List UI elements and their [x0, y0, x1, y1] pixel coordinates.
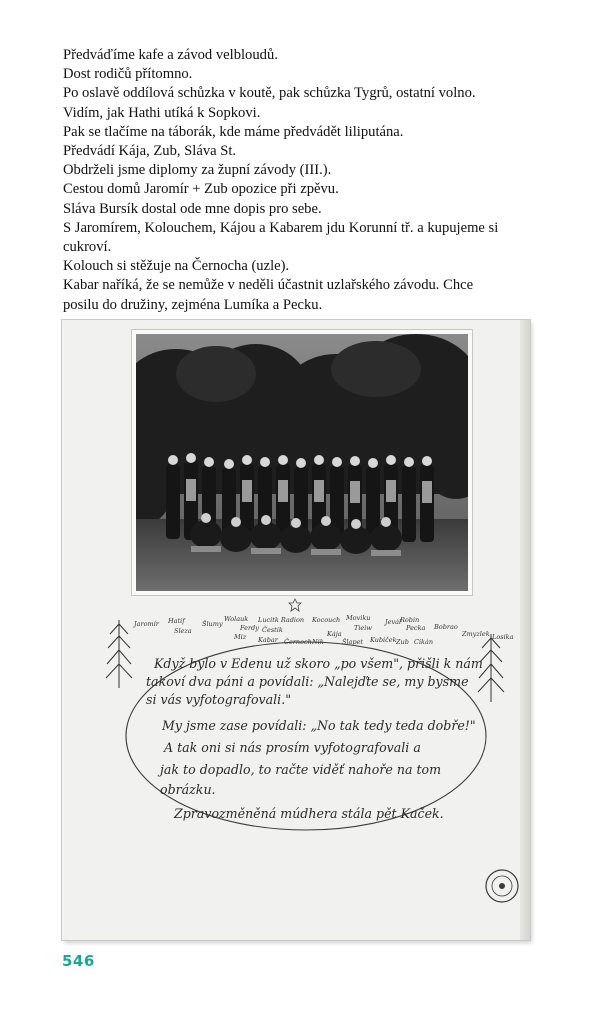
caption-name: Wolauk [224, 615, 249, 623]
diary-text [63, 46, 563, 315]
text-line: Dost rodičů přítomno. [63, 66, 193, 83]
caption-name: Kocouch [312, 616, 341, 624]
text-line: Kabar naříká, že se nemůže v neděli účastnit uzlařského závodu. Chce [63, 277, 474, 294]
caption-name: Moviku [346, 614, 371, 622]
caption-name: Pecka [406, 624, 426, 632]
text-line: Sláva Bursík dostal ode mne dopis pro sebe. [63, 200, 322, 217]
handwritten-line: takoví dva páni a povídali: „Nalejďte se, my bysme [146, 674, 469, 689]
caption-name: Kája [327, 630, 342, 638]
caption-name: Losika [492, 633, 514, 641]
scout-emblem-icon [288, 598, 302, 612]
caption-name: Šlapet [342, 638, 364, 646]
text-line: Vidím, jak Hathi utíká k Sopkovi. [63, 104, 261, 121]
caption-name: Zmyzlek [462, 630, 490, 638]
group-photo-image [136, 334, 468, 591]
caption-name: Nik [312, 638, 324, 646]
caption-name: Bobrao [434, 623, 458, 631]
photo-mount [132, 330, 472, 595]
text-line: S Jaromírem, Kolouchem, Kájou a Kabarem jdu Korunní tř. a kupujeme si [63, 219, 499, 236]
handwritten-line: A tak oni si nás prosím vyfotografovali a [164, 740, 421, 755]
text-line: Kolouch si stěžuje na Černocha (uzle). [63, 258, 290, 275]
text-line: posilu do družiny, zejména Lumíka a Pecku. [63, 296, 323, 313]
caption-name: Ferdy [240, 624, 259, 632]
caption-name: Čestik [262, 626, 283, 634]
caption-name: Cikán [414, 638, 434, 646]
caption-name: Miz [234, 633, 247, 641]
caption-name: Tieiw [354, 624, 372, 632]
caption-name: Jaromír [134, 620, 159, 628]
album-page-scan [62, 320, 530, 940]
handwritten-line: My jsme zase povídali: „No tak tedy teda dobře!" [162, 718, 476, 733]
text-line: cukroví. [63, 239, 112, 256]
text-line: Předvádí Kája, Zub, Sláva St. [63, 143, 237, 160]
text-line: Cestou domů Jaromír + Zub opozice při zpěvu. [63, 181, 339, 198]
caption-name: Hatif [168, 617, 185, 625]
handwritten-line: jak to dopadlo, to račte viděť nahoře na tom [160, 762, 442, 777]
handwritten-line: si vás vyfotografovali." [146, 692, 292, 707]
text-line: Po oslavě oddílová schůzka v koutě, pak schůzka Tygrů, ostatní volno. [63, 85, 476, 102]
caption-name: Sleza [174, 627, 192, 635]
page-number: 546 [62, 952, 95, 970]
caption-name: Šlumy [202, 620, 223, 628]
caption-name: Zub [396, 638, 409, 646]
caption-name: Lucitk Radion [258, 616, 305, 624]
text-line: Předváďíme kafe a závod velbloudů. [63, 47, 278, 63]
caption-name: Kabar [258, 636, 278, 644]
caption-name: Kubiček [370, 636, 397, 644]
caption-name: Černoch [284, 638, 312, 646]
handwritten-line: Když bylo v Edenu už skoro „po všem", přišli k nám [154, 656, 483, 671]
handwritten-line: obrázku. [160, 782, 216, 797]
handwritten-line: Zpravozměněná múdhera stála pět Kaček. [174, 806, 444, 821]
caption-name: Robin [400, 616, 420, 624]
group-photo [136, 334, 468, 591]
caption-name: Jevál [385, 618, 402, 626]
text-line: Pak se tlačíme na táborák, kde máme předvádět liliputána. [63, 123, 404, 140]
round-stamp-icon [484, 868, 520, 904]
text-line: Obdrželi jsme diplomy za župní závody (III.). [63, 162, 332, 179]
